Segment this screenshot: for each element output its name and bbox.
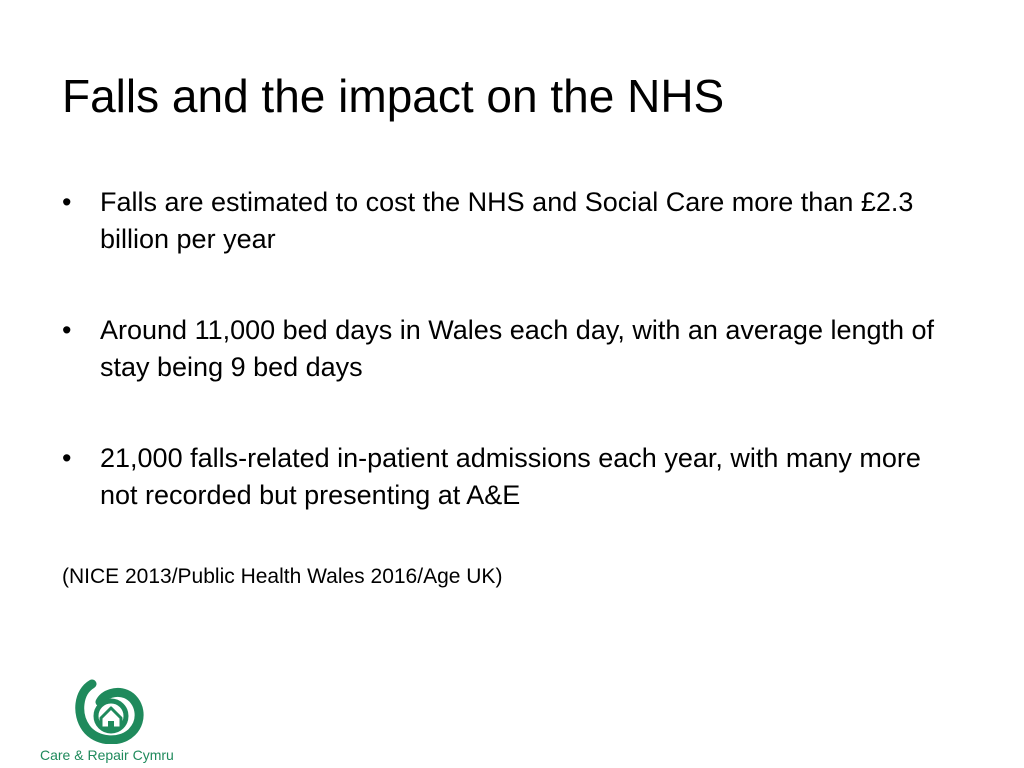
bullet-marker: • bbox=[62, 443, 72, 473]
slide-title: Falls and the impact on the NHS bbox=[62, 70, 725, 122]
bullet-text: Falls are estimated to cost the NHS and Social Care more than £2.3 billion per year bbox=[100, 187, 914, 254]
house-in-swirl-icon bbox=[74, 676, 144, 744]
bullet-list bbox=[62, 184, 962, 568]
bullet-marker: • bbox=[62, 315, 72, 345]
source-citation: (NICE 2013/Public Health Wales 2016/Age UK) bbox=[62, 565, 503, 588]
care-repair-cymru-logo bbox=[38, 676, 188, 766]
bullet-text: 21,000 falls-related in-patient admissions each year, with many more not recorded but presenting at A&E bbox=[100, 443, 921, 510]
bullet-item bbox=[62, 440, 962, 514]
bullet-item bbox=[62, 184, 962, 258]
bullet-text: Around 11,000 bed days in Wales each day, with an average length of stay being 9 bed days bbox=[100, 315, 935, 382]
bullet-marker: • bbox=[62, 187, 72, 217]
logo-name: Care & Repair Cymru bbox=[40, 747, 174, 763]
bullet-item bbox=[62, 312, 962, 386]
